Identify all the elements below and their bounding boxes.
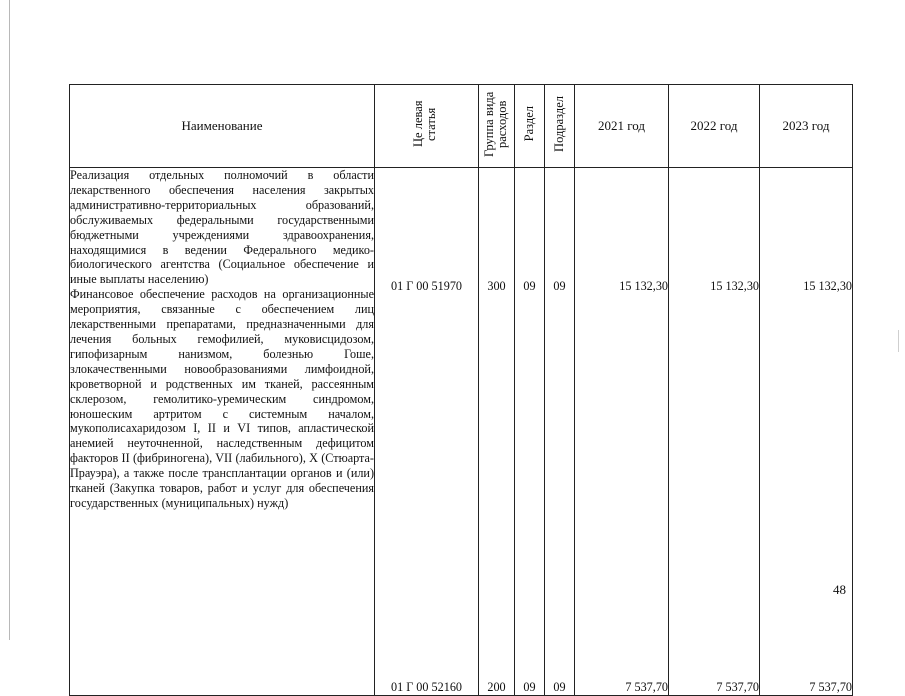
article-cell [375, 168, 479, 696]
y2023-value-1: 15 132,30 [803, 279, 852, 293]
y2023-value-2: 7 537,70 [809, 679, 852, 694]
y2022-value-1: 15 132,30 [710, 279, 759, 293]
group-value-2: 200 [487, 679, 506, 694]
header-2021: 2021 год [575, 85, 669, 168]
table-row [70, 168, 853, 696]
section-value-2: 09 [523, 679, 536, 694]
article-value-1: 01 Г 00 51970 [390, 279, 463, 293]
y2022-value-2: 7 537,70 [716, 679, 759, 694]
section-cell [515, 168, 545, 696]
subsection-value-2: 09 [553, 679, 566, 694]
row-name-cell [70, 168, 375, 696]
article-value-2: 01 Г 00 52160 [390, 679, 463, 694]
header-subsection: Подраздел [545, 85, 575, 168]
table-header-row [70, 85, 853, 168]
row-name-text-1: Реализация отдельных полномочий в области лекарственного обеспечения населения закрытых административно-территориальных образований, обслуживаемых федеральными государственными бюджетными учреждениями здравоохранения, находящимися в ведении Федерального медико-биологического агентства (Социальное обеспечение и иные выплаты населению) [70, 168, 374, 287]
header-section: Раздел [515, 85, 545, 168]
subsection-cell [545, 168, 575, 696]
header-name: Наименование [70, 85, 375, 168]
group-value-1: 300 [487, 279, 506, 293]
page-number: 48 [833, 582, 846, 597]
y2022-cell [669, 168, 760, 696]
page-margin-line [9, 0, 10, 640]
section-value-1: 09 [523, 279, 536, 293]
y2021-value-1: 15 132,30 [619, 279, 668, 293]
row-name-text-2: Финансовое обеспечение расходов на организационные мероприятия, связанные с обеспечением лиц лекарственными препаратами, предназначенными для лечения больных гемофилией, муковисцидозом, гипофизарным нанизмом, болезнью Гоше, злокачественными новообразованиями лимфоидной, кроветворной и родственных им тканей, рассеянным склерозом, гемолитико-уремическим синдромом, юношеским артритом с системным началом, мукополисахаридозом I, II и VI типов, апластической анемией неуточненной, наследственным дефицитом факторов II (фибриногена), VII (лабильного), X (Стюарта-Прауэра), а также после трансплантации органов и (или) тканей (Закупка товаров, работ и услуг для обеспечения государственных (муниципальных) нужд) [70, 287, 374, 510]
subsection-value-1: 09 [553, 279, 566, 293]
y2021-value-2: 7 537,70 [625, 679, 668, 694]
header-expense-group: Группа вида расходов [479, 85, 515, 168]
y2021-cell [575, 168, 669, 696]
edge-mark [898, 330, 899, 352]
group-cell [479, 168, 515, 696]
budget-table [69, 84, 853, 696]
y2023-cell [760, 168, 853, 696]
header-2023: 2023 год [760, 85, 853, 168]
header-2022: 2022 год [669, 85, 760, 168]
header-target-article: Це левая статья [375, 85, 479, 168]
